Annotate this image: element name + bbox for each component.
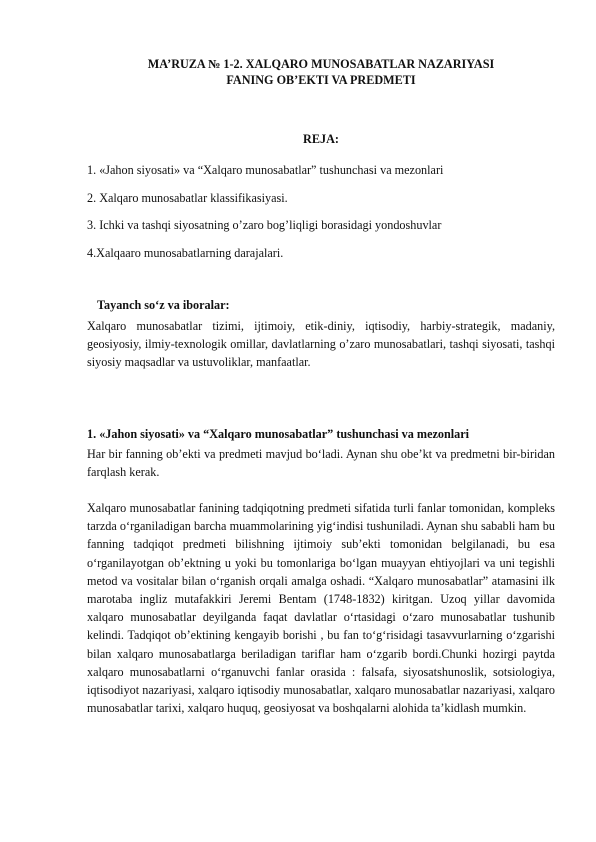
lecture-title-line-2: FANING OB’EKTI VA PREDMETI <box>226 73 416 87</box>
lecture-title-line-1: MA’RUZA № 1-2. XALQARO MUNOSABATLAR NAZARIYASI <box>147 57 495 71</box>
plan-item: 3. Ichki va tashqi siyosatning o’zaro bog’liqligi borasidagi yondoshuvlar <box>87 218 442 232</box>
keywords-text: Xalqaro munosabatlar tizimi, ijtimoiy, etik-diniy, iqtisodiy, harbiy-strategik, madaniy, geosiyosiy, ilmiy-texnologik omillar, davlatlarning o’zaro munosabatlari, tashqi siyosati, tashqi siyosiy maqsadlar va ustuvoliklar, manfaatlar. <box>87 319 555 370</box>
section-1-paragraph-1: Har bir fanning ob’ekti va predmeti mavjud bo‘ladi. Aynan shu obe’kt va predmetni bir-biridan farqlash kerak. <box>87 447 555 480</box>
keywords-heading: Tayanch so‘z va iboralar: <box>97 298 230 312</box>
plan-list <box>87 162 443 272</box>
section-1-heading: 1. «Jahon siyosati» va “Xalqaro munosabatlar” tushunchasi va mezonlari <box>87 427 470 441</box>
plan-item: 2. Xalqaro munosabatlar klassifikasiyasi. <box>87 190 288 205</box>
section-1-paragraph-2: Xalqaro munosabatlar fanining tadqiqotning predmeti sifatida turli fanlar tomonidan, kompleks tarzda o‘rganiladigan barcha muammolarining yig‘indisi tushuniladi. Aynan shu sababli ham bu fanning tadqiqot predmeti bilishning ijtimoiy sub’ekti tomonidan belgilanadi, bu esa o‘rganilayotgan ob’ektning u yoki bu tomonlariga bo‘lgan muayyan ehtiyojlari va uni tegishli metod va vositalar bilan o‘rganish orqali amalga oshadi. “Xalqaro munosabatlar” atamasini ilk marotaba ingliz mutafakkiri Jeremi Bentam (1748-1832) kiritgan. Uzoq yillar davomida xalqaro munosabatlar deyilganda faqat davlatlar o‘rtasidagi o‘zaro munosabatlar tushunib kelindi. Tadqiqot ob’ektining kengayib borishi , bu fan to‘g‘risidagi tasavvurlarning o‘zgarishi bilan xalqaro munosabatlarga beriladigan tariflar ham o‘zgarib bordi.Chunki hozirgi paytda xalqaro munosabatlarni o‘rganuvchi fanlar orasida : falsafa, siyosatshunoslik, sotsiologiya, iqtisodiyot nazariyasi, xalqaro iqtisodiy munosabatlar, xalqaro munosabatlar nazariyasi, xalqaro munosabatlar tarixi, xalqaro huquq, geosiyosat va boshqalarni alohida ta’kidlash mumkin. <box>87 501 555 716</box>
plan-heading: REJA: <box>303 132 339 146</box>
lecture-title <box>87 56 555 88</box>
plan-item: 1. «Jahon siyosati» va “Xalqaro munosabatlar” tushunchasi va mezonlari <box>87 163 444 177</box>
plan-item: 4.Xalqaaro munosabatlarning darajalari. <box>87 245 284 260</box>
